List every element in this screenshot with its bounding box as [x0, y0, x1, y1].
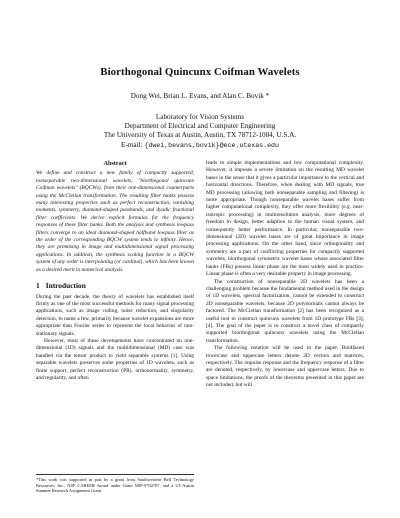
affiliation-lab: Laboratory for Vision Systems	[155, 113, 245, 121]
right-paragraph-1: leads to simple implementations and low computational complexity. However, it imposes a severe limitation on the resulting MD wavelet bases in the sense that it gives a particular importance to the vertical and horizontal directions. Therefore, when dealing with MD signals, true MD processing (allowing both nonseparable sampling and filtering) is more appropriate. Though nonseparable wavelet bases suffer from higher computational complexity, they offer more flexibility (e.g. near-isotropic processing) in multiresolution analysis, more degrees of freedom in design, better adaption to the human visual system, and consequently better performance. In particular, nonseparable two-dimensional (2D) wavelet bases are of great importance in image processing applications. On the other hand, since orthogonality and symmetry are a pair of conflicting properties for compactly supported wavelets, biorthogonal symmetric wavelet bases whose associated filter banks (FBs) possess linear phase are the most widely used in practice. Linear phase is often a very desirable property in image processing.	[206, 160, 364, 278]
section-title: Introduction	[45, 281, 86, 291]
abstract-text: We define and construct a new family of compactly supported, nonseparable two-dimensional wavelets, "biorthogonal quincunx Coifman wavelets" (BQCWs), from their one-dimensional counterparts using the McClellan transformation. The resulting filter banks possess many interesting properties such as perfect reconstruction, vanishing moments, symmetry, diamond-shaped passbands, and dyadic fractional filter coefficients. We derive explicit formulas for the frequency responses of these filter banks. Both the analysis and synthesis lowpass filters converge to an ideal diamond-shaped halfband lowpass filter as the order of the corresponding BQCW system tends to infinity. Hence, they are promising in image and multidimensional signal processing applications. In addition, the synthesis scaling function in a BQCW system of any order is interpolating (or cardinal), which has been known as a desired merit in numerical analysis.	[36, 170, 194, 273]
section-heading-introduction	[36, 282, 194, 289]
paper-title: Biorthogonal Quincunx Coifman Wavelets	[100, 66, 300, 78]
footnote: *This work was supported in part by a grant from Southwestern Bell Technology Resources, Inc., NSF CAREER Award under Grant MIP-9702707, and a UT-Austin Summer Research Assignment Grant.	[36, 474, 194, 494]
left-column	[36, 160, 194, 382]
affiliation-dept: Department of Electrical and Computer Engineering	[124, 122, 276, 131]
intro-paragraph-2: However, most of these developments have concentrated on one-dimensional (1D) signals and the multidimensional (MD) case was handled via the tensor product to yield separable systems [1]. Using separable wavelets preserves some properties of 1D wavelets, such as finite support, perfect reconstruction (PR), orthonormality, symmetry, and regularity, and often	[36, 337, 194, 381]
abstract-heading: Abstract	[103, 160, 127, 167]
right-paragraph-2: The construction of nonseparable 2D wavelets has been a challenging problem because the fundamental method used in the design of 1D wavelets, spectral factorization, cannot be extended to construct 2D nonseparable wavelets, because 2D polynomials cannot always be factored. The McClellan transformation [2] has been recognized as a useful tool to construct quincunx wavelets from 1D prototype FBs [3], [4]. The goal of the paper is to construct a novel class of compactly supported biorthogonal quincunx wavelets using the McClellan transformation.	[206, 278, 364, 344]
email-label: E-mail:	[121, 140, 143, 149]
affiliation-email-line	[0, 141, 400, 150]
author-list: Dong Wei, Brian L. Evans, and Alan C. Bovik *	[130, 92, 270, 100]
email-address: {dwei,bevans,bovik}@ece.utexas.edu	[144, 141, 279, 149]
right-paragraph-3: The following notation will be used in the paper. Boldfaced lowercase and uppercase letters denote 2D vectors and matrices, respectively. The impulse response and the frequency response of a filter are denoted, respectively, by lowercase and uppercase letters. Due to space limitations, the proofs of the theorems presented in this paper are not included, but will	[206, 345, 364, 389]
right-column	[206, 160, 364, 390]
section-number: 1	[36, 281, 40, 291]
intro-paragraph-1: During the past decade, the theory of wavelets has established itself firmly as one of the most successful methods for many signal processing applications, such as image coding, noise reduction, and singularity detection, to name a few, primarily because wavelet expansions are more appropriate than Fourier series to represent the local behavior of non-stationary signals.	[36, 293, 194, 337]
affiliation-block	[0, 113, 400, 150]
affiliation-univ: The University of Texas at Austin, Austin, TX 78712-1084, U.S.A.	[103, 131, 297, 140]
